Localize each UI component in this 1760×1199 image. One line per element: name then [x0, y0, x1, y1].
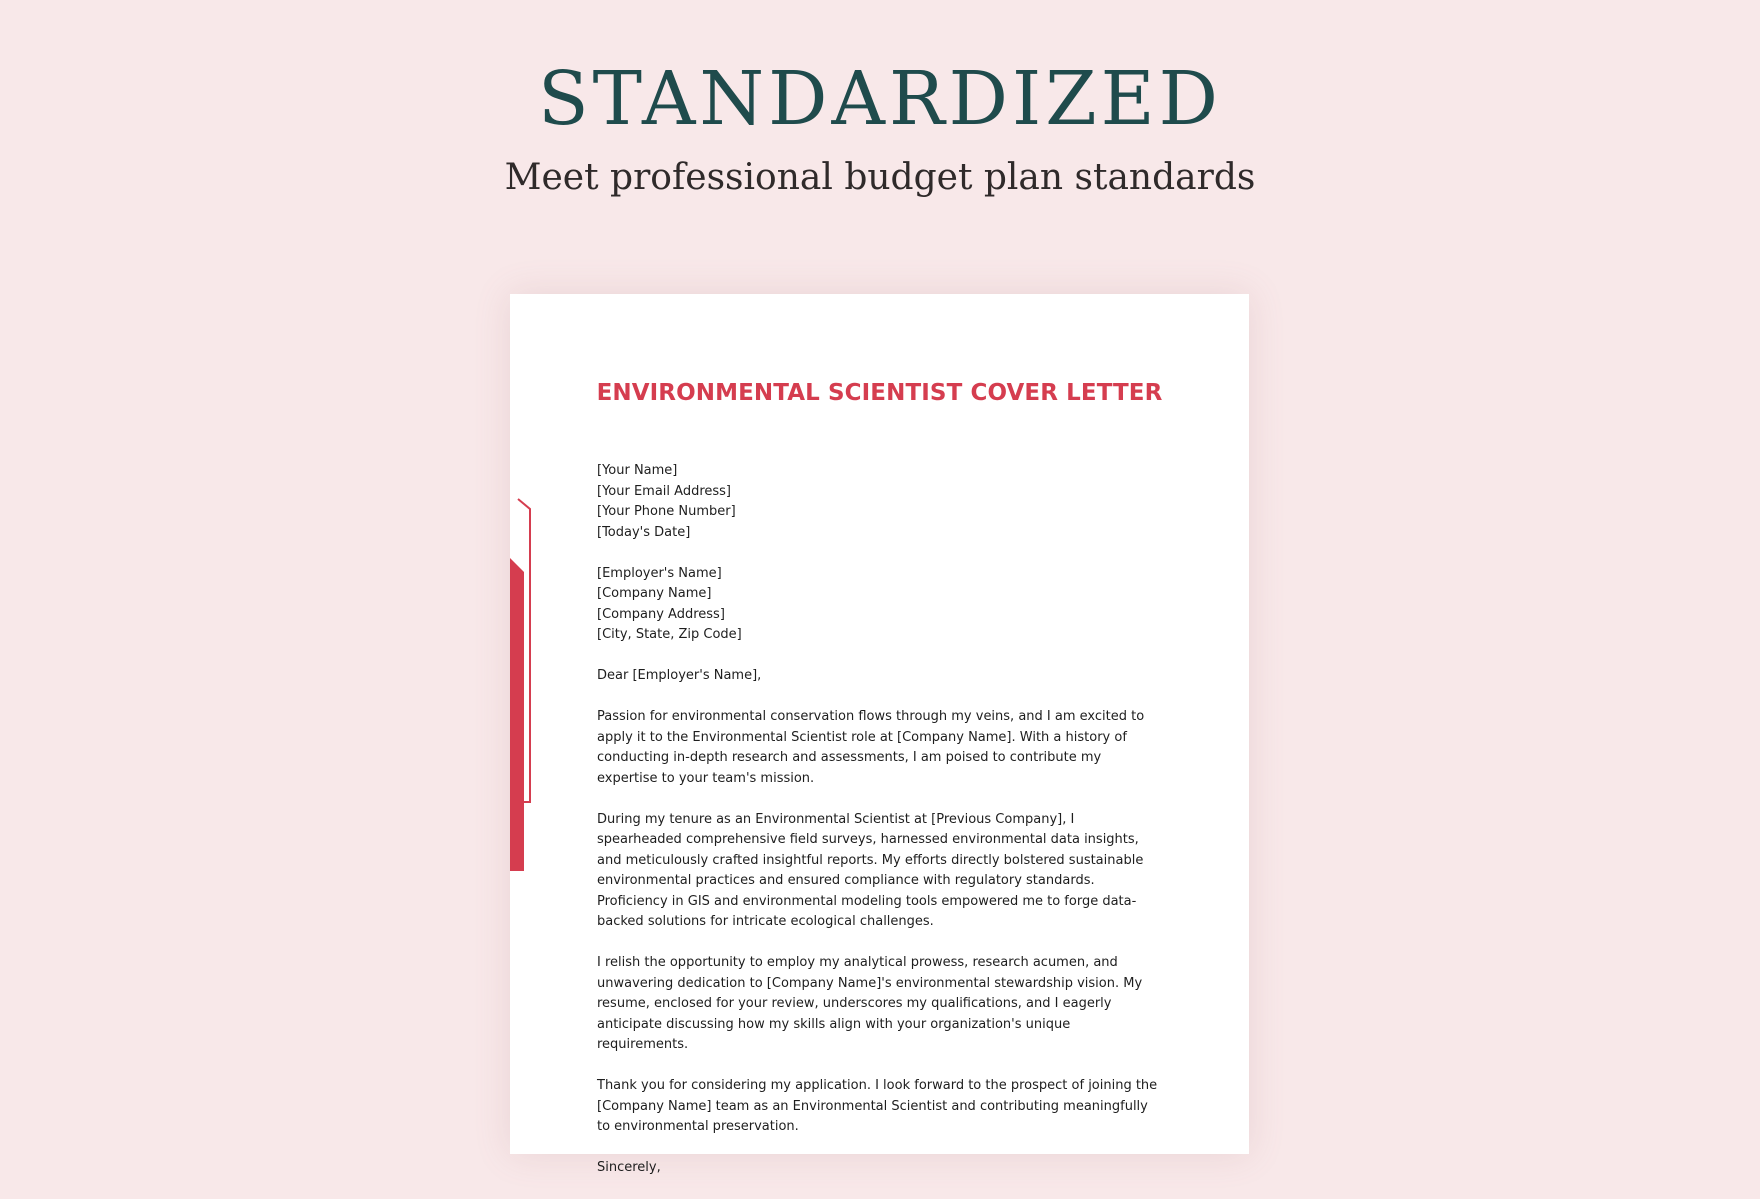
hero-subtitle: Meet professional budget plan standards — [504, 157, 1256, 198]
recipient-address: [Company Address] — [597, 606, 725, 622]
recipient-name: [Employer's Name] — [597, 565, 722, 581]
sender-email: [Your Email Address] — [597, 483, 731, 499]
body-paragraph-3: I relish the opportunity to employ my analytical prowess, research acumen, and unwavering dedication to [Company Name]'s environmental stewardship vision. My resume, enclosed for your review, underscores my qualifications, and I eagerly anticipate discussing how my skills align with your organization's unique requirements. — [597, 955, 1143, 1052]
recipient-company: [Company Name] — [597, 586, 712, 601]
body-paragraph-1: Passion for environmental conservation flows through my veins, and I am excited to apply it to the Environmental Scientist role at [Company Name]. With a history of conducting in-depth research and assessments, I am poised to contribute my expertise to your team's mission. — [597, 709, 1145, 786]
salutation: Dear [Employer's Name], — [597, 668, 762, 683]
document-page — [510, 294, 1249, 1175]
sender-phone: [Your Phone Number] — [597, 504, 736, 519]
body-paragraph-2: During my tenure as an Environmental Scientist at [Previous Company], I spearheaded comprehensive field surveys, harnessed environmental data insights, and meticulously crafted insightful reports. My efforts directly bolstered sustainable environmental practices and ensured compliance with regulatory standards. Proficiency in GIS and environmental modeling tools empowered me to forge data-backed solutions for intricate ecological challenges. — [597, 811, 1144, 929]
sender-block — [597, 461, 1159, 543]
letter-body — [597, 461, 1159, 1199]
recipient-block — [597, 564, 1159, 646]
sender-name: [Your Name] — [597, 463, 678, 478]
red-solid-accent — [510, 558, 524, 871]
letter-date: [Today's Date] — [597, 524, 691, 540]
closing: Sincerely, — [597, 1160, 661, 1175]
letter-title: ENVIRONMENTAL SCIENTIST COVER LETTER — [596, 380, 1163, 406]
recipient-city: [City, State, Zip Code] — [597, 627, 742, 642]
body-paragraph-4: Thank you for considering my application. I look forward to the prospect of joining the [Company Name] team as an Environmental Scientist and contributing meaningfully to environmental preservation. — [597, 1078, 1158, 1134]
hero-title: STANDARDIZED — [537, 56, 1222, 142]
